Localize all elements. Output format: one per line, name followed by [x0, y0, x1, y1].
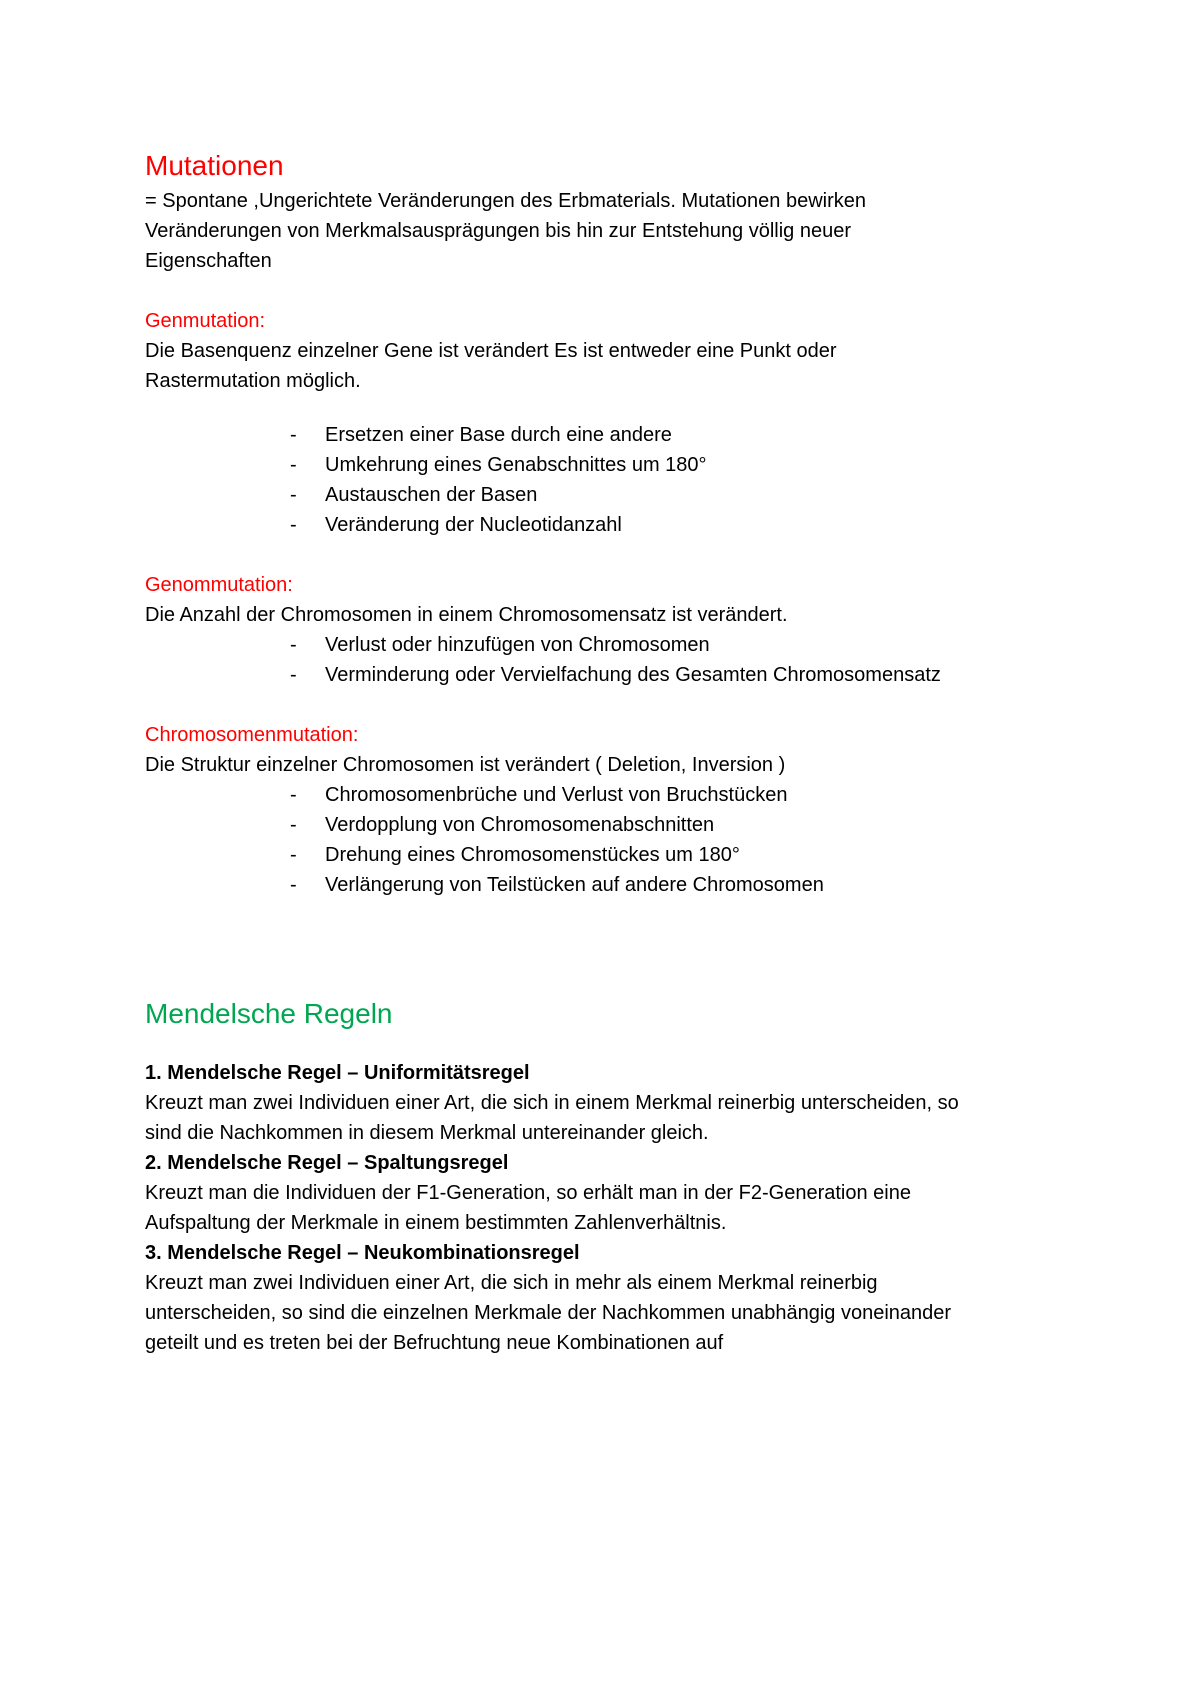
rule-2-title: 2. Mendelsche Regel – Spaltungsregel [145, 1152, 509, 1174]
mutationen-def-line-1: = Spontane ,Ungerichtete Veränderungen des Erbmaterials. Mutationen bewirken [145, 190, 867, 212]
mendel-title: Mendelsche Regeln [145, 998, 393, 1029]
genommutation-line: Die Anzahl der Chromosomen in einem Chromosomensatz ist verändert. [145, 604, 788, 626]
bullet-dash: - [290, 514, 297, 536]
genommutation-list [145, 630, 1105, 690]
rule-3-line-2: unterscheiden, so sind die einzelnen Merkmale der Nachkommen unabhängig voneinander [145, 1302, 952, 1324]
spacer [145, 690, 1105, 720]
list-item: - Verlängerung von Teilstücken auf andere Chromosomen [145, 870, 1105, 900]
mutationen-def-line-2: Veränderungen von Merkmalsausprägungen bis hin zur Entstehung völlig neuer [145, 220, 852, 242]
list-item: - Ersetzen einer Base durch eine andere [145, 420, 1105, 450]
rule-1-line-1: Kreuzt man zwei Individuen einer Art, die sich in einem Merkmal reinerbig unterscheiden, so [145, 1092, 959, 1114]
list-item: - Veränderung der Nucleotidanzahl [145, 510, 1105, 540]
list-item: - Drehung eines Chromosomenstückes um 180° [145, 840, 1105, 870]
genmutation-line-1: Die Basenquenz einzelner Gene ist verändert Es ist entweder eine Punkt oder [145, 340, 837, 362]
bullet-dash: - [290, 664, 297, 686]
rule-3-line-3: geteilt und es treten bei der Befruchtung neue Kombinationen auf [145, 1332, 724, 1354]
genommutation-heading: Genommutation: [145, 574, 293, 596]
chromosomenmutation-list [145, 780, 1105, 900]
bullet-dash: - [290, 844, 297, 866]
list-item: - Verdopplung von Chromosomenabschnitten [145, 810, 1105, 840]
genmutation-line-2: Rastermutation möglich. [145, 370, 361, 392]
mutationen-def-line-3: Eigenschaften [145, 250, 272, 272]
document-page [145, 146, 1105, 1358]
bullet-dash: - [290, 874, 297, 896]
rule-2-line-1: Kreuzt man die Individuen der F1-Generation, so erhält man in der F2-Generation eine [145, 1182, 911, 1204]
bullet-dash: - [290, 424, 297, 446]
genmutation-list [145, 420, 1105, 540]
chromosomenmutation-line: Die Struktur einzelner Chromosomen ist verändert ( Deletion, Inversion ) [145, 754, 786, 776]
spacer [145, 900, 1105, 994]
bullet-dash: - [290, 484, 297, 506]
rule-1-line-2: sind die Nachkommen in diesem Merkmal untereinander gleich. [145, 1122, 709, 1144]
list-item: - Verlust oder hinzufügen von Chromosomen [145, 630, 1105, 660]
bullet-dash: - [290, 454, 297, 476]
spacer [145, 396, 1105, 420]
rule-3-line-1: Kreuzt man zwei Individuen einer Art, die sich in mehr als einem Merkmal reinerbig [145, 1272, 878, 1294]
rule-2-line-2: Aufspaltung der Merkmale in einem bestimmten Zahlenverhältnis. [145, 1212, 727, 1234]
list-item: - Verminderung oder Vervielfachung des Gesamten Chromosomensatz [145, 660, 1105, 690]
list-item: - Austauschen der Basen [145, 480, 1105, 510]
spacer [145, 540, 1105, 570]
mutationen-title: Mutationen [145, 150, 284, 181]
spacer [145, 276, 1105, 306]
list-item: - Umkehrung eines Genabschnittes um 180° [145, 450, 1105, 480]
chromosomenmutation-heading: Chromosomenmutation: [145, 724, 359, 746]
bullet-dash: - [290, 784, 297, 806]
spacer [145, 1034, 1105, 1058]
bullet-dash: - [290, 814, 297, 836]
rule-1-title: 1. Mendelsche Regel – Uniformitätsregel [145, 1062, 530, 1084]
rule-3-title: 3. Mendelsche Regel – Neukombinationsregel [145, 1242, 580, 1264]
list-item: - Chromosomenbrüche und Verlust von Bruchstücken [145, 780, 1105, 810]
genmutation-heading: Genmutation: [145, 310, 266, 332]
bullet-dash: - [290, 634, 297, 656]
